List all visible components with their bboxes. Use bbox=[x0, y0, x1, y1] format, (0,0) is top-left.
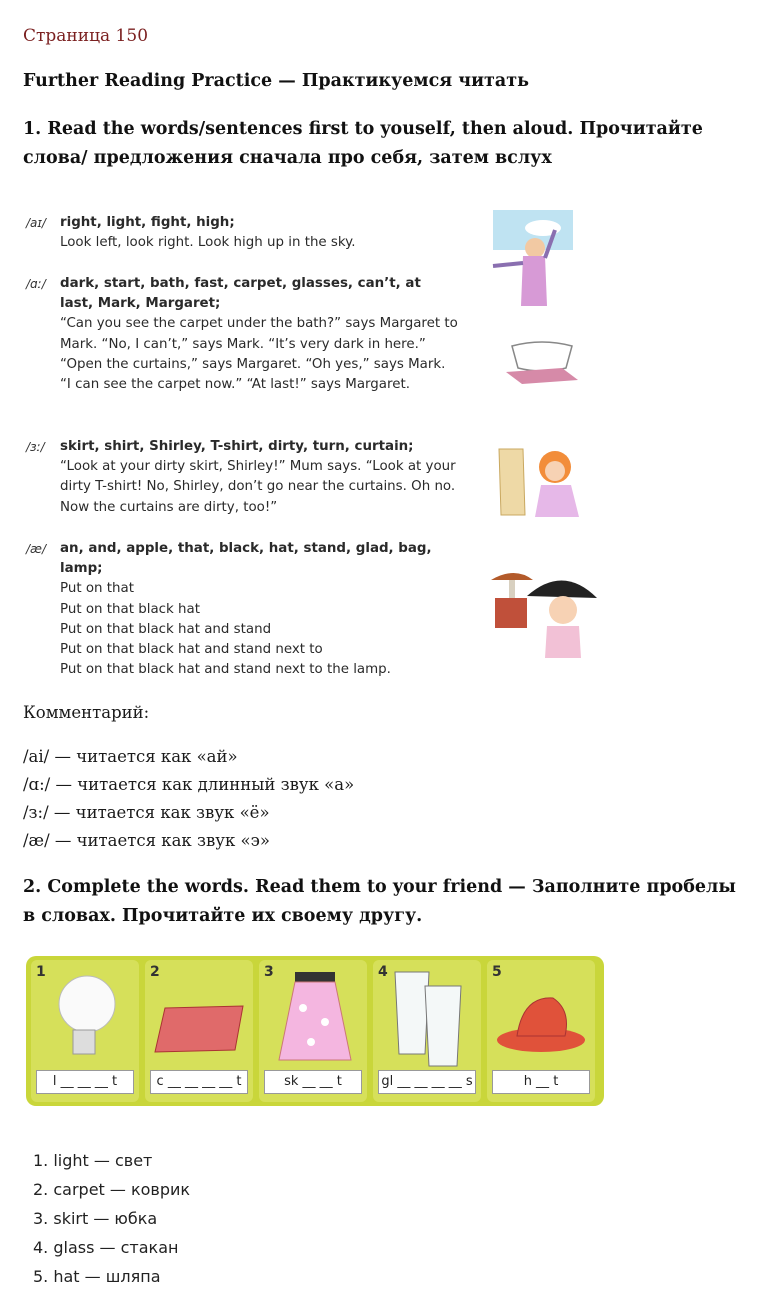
phoneme-label: /ɑː/ bbox=[26, 277, 46, 291]
sentence-line: Put on that black hat bbox=[60, 601, 200, 617]
picture-cell bbox=[259, 960, 367, 1102]
girl-curtains-illustration bbox=[495, 445, 595, 525]
sentence-line: Put on that black hat and stand bbox=[60, 621, 272, 637]
exercise-2-title: 2. Complete the words. Read them to your friend — Заполните пробелы в словах. Прочитайте их своему другу. bbox=[23, 877, 736, 926]
pronunciation-note: /з:/ — читается как звук «ё» bbox=[23, 803, 270, 822]
picture-cell bbox=[487, 960, 595, 1102]
girl-sky-illustration bbox=[485, 208, 580, 313]
sentence-line: Put on that black hat and stand next to the lamp. bbox=[60, 662, 391, 678]
word-blank: sk __ __ t bbox=[264, 1070, 362, 1094]
word-picture-strip bbox=[26, 956, 604, 1106]
phoneme-label: /aɪ/ bbox=[26, 216, 46, 230]
answer-item: 2. carpet — коврик bbox=[33, 1180, 191, 1199]
reading-block bbox=[60, 274, 458, 395]
picture-cell bbox=[31, 960, 139, 1102]
sentence-line: Put on that bbox=[60, 581, 134, 597]
sentence-line: “Look at your dirty skirt, Shirley!” Mum says. “Look at your dirty T-shirt! No, Shirley, don’t go near the curtains. Oh no. Now the curtains are dirty, too!” bbox=[60, 459, 456, 515]
hat-icon bbox=[493, 990, 591, 1060]
cell-number: 5 bbox=[492, 964, 502, 980]
picture-cell bbox=[373, 960, 481, 1102]
carpet-icon bbox=[151, 1000, 249, 1060]
word-blank: c __ __ __ __ t bbox=[150, 1070, 248, 1094]
cell-number: 1 bbox=[36, 964, 46, 980]
word-blank: h __ t bbox=[492, 1070, 590, 1094]
comment-label: Комментарий: bbox=[23, 703, 150, 722]
reading-block bbox=[60, 539, 458, 680]
page-link[interactable]: Страница 150 bbox=[23, 26, 149, 46]
word-blank: gl __ __ __ __ s bbox=[378, 1070, 476, 1094]
phoneme-label: /æ/ bbox=[26, 542, 47, 556]
answer-item: 4. glass — стакан bbox=[33, 1238, 179, 1257]
cell-number: 4 bbox=[378, 964, 388, 980]
word-list: skirt, shirt, Shirley, T-shirt, dirty, turn, curtain; bbox=[60, 439, 414, 454]
exercise-1-title: 1. Read the words/sentences first to youself, then aloud. Прочитайте слова/ предложения сначала про себя, затем вслух bbox=[23, 119, 703, 168]
answers-list bbox=[33, 1146, 190, 1291]
word-blank: l __ __ __ t bbox=[36, 1070, 134, 1094]
pirate-hat-lamp-illustration bbox=[485, 568, 600, 673]
word-list: right, light, fight, high; bbox=[60, 215, 235, 230]
page-heading: Further Reading Practice — Практикуемся читать bbox=[23, 71, 529, 91]
glasses-icon bbox=[391, 966, 469, 1070]
sentence-line: Put on that black hat and stand next to bbox=[60, 642, 323, 658]
picture-cell bbox=[145, 960, 253, 1102]
sentence-line: Look left, look right. Look high up in the sky. bbox=[60, 235, 356, 251]
pronunciation-note: /æ/ — читается как звук «э» bbox=[23, 831, 270, 850]
cell-number: 3 bbox=[264, 964, 274, 980]
sentence-line: “Can you see the carpet under the bath?” says Margaret to Mark. “No, I can’t,” says Mark. “It’s very dark in here.” “Open the curtains,” says Margaret. “Oh yes,” says Mark. “I can see the carpet now.” “At last!” says Margaret. bbox=[60, 316, 458, 393]
textbook-scan-exercise-1 bbox=[20, 200, 600, 680]
cell-number: 2 bbox=[150, 964, 160, 980]
bath-carpet-illustration bbox=[502, 328, 582, 388]
light-bulb-icon bbox=[53, 970, 117, 1064]
reading-block bbox=[60, 437, 458, 518]
answer-item: 3. skirt — юбка bbox=[33, 1209, 158, 1228]
answer-item: 5. hat — шляпа bbox=[33, 1267, 161, 1286]
word-list: dark, start, bath, fast, carpet, glasses, can’t, at last, Mark, Margaret; bbox=[60, 276, 421, 312]
phoneme-label: /ɜː/ bbox=[26, 440, 45, 454]
pronunciation-note: /ai/ — читается как «ай» bbox=[23, 747, 238, 766]
skirt-icon bbox=[277, 968, 353, 1068]
reading-block bbox=[60, 213, 458, 253]
answer-item: 1. light — свет bbox=[33, 1151, 153, 1170]
pronunciation-note: /ɑ:/ — читается как длинный звук «а» bbox=[23, 775, 355, 794]
word-list: an, and, apple, that, black, hat, stand, glad, bag, lamp; bbox=[60, 541, 432, 577]
